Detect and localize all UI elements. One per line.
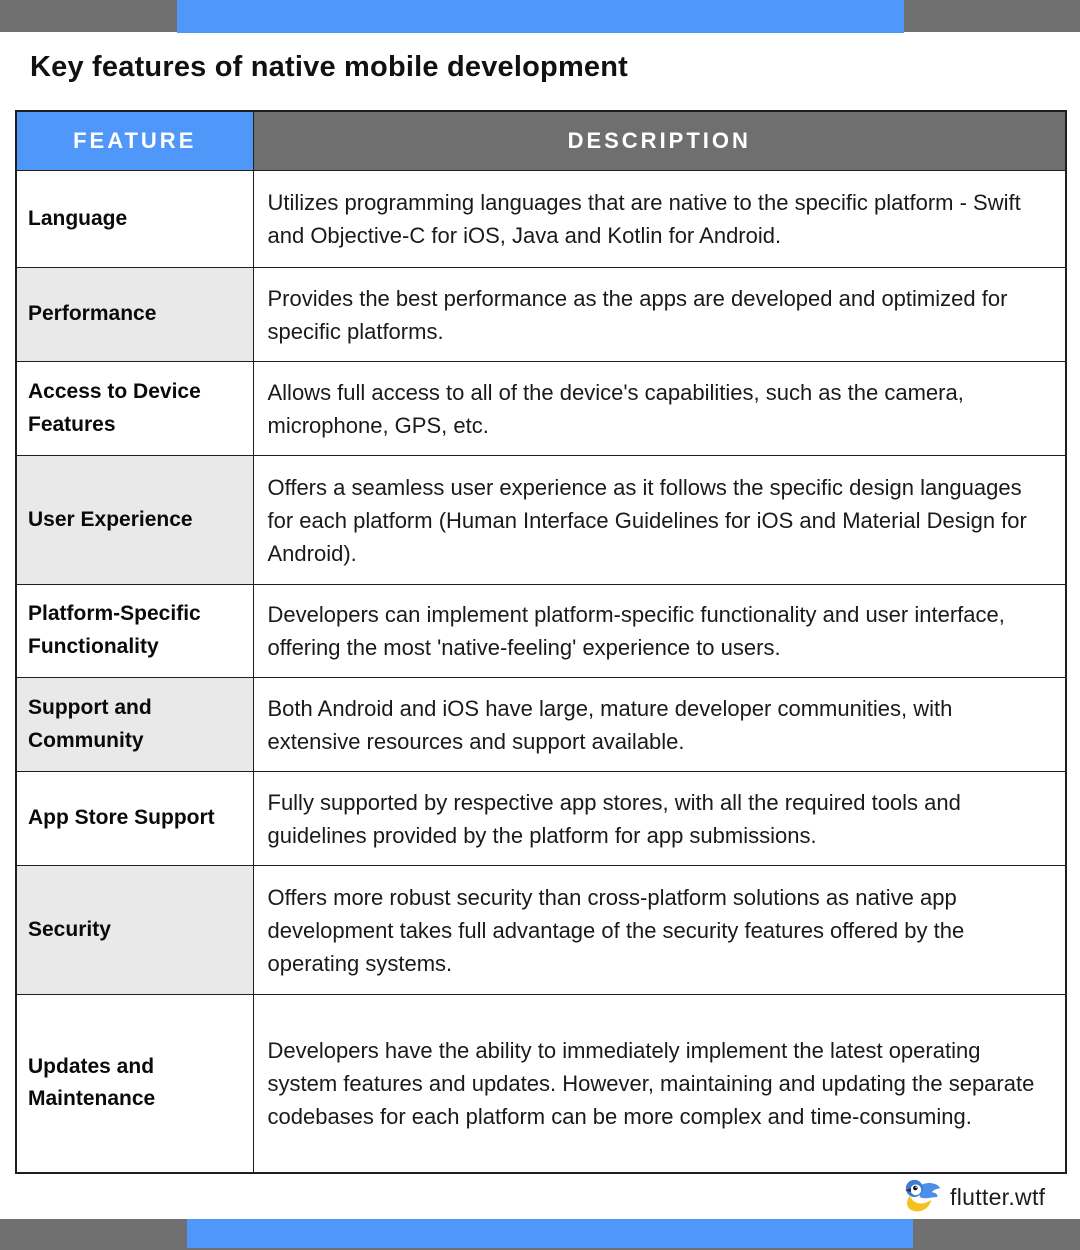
table-header-row [16, 111, 1066, 171]
column-header-description: DESCRIPTION [253, 111, 1066, 171]
description-cell: Utilizes programming languages that are native to the specific platform - Swift and Objective-C for iOS, Java and Kotlin for Android. [253, 171, 1066, 268]
bottom-bar-blue-segment [187, 1219, 913, 1248]
feature-cell: Platform-Specific Functionality [16, 585, 253, 678]
top-bar-blue-segment [177, 0, 904, 33]
description-cell: Allows full access to all of the device's capabilities, such as the camera, microphone, GPS, etc. [253, 362, 1066, 456]
brand-name: flutter.wtf [950, 1183, 1046, 1210]
table-row [16, 995, 1066, 1173]
table-row [16, 585, 1066, 678]
table-row [16, 268, 1066, 362]
feature-cell: Performance [16, 268, 253, 362]
feature-cell: Updates and Maintenance [16, 995, 253, 1173]
table-row [16, 362, 1066, 456]
description-cell: Developers have the ability to immediately implement the latest operating system features and updates. However, maintaining and updating the separate codebases for each platform can be more complex and time-consuming. [253, 995, 1066, 1173]
feature-cell: Security [16, 866, 253, 995]
table-row [16, 456, 1066, 585]
feature-cell: App Store Support [16, 772, 253, 866]
flutter-wtf-bird-logo-icon [903, 1178, 941, 1216]
feature-cell: Access to Device Features [16, 362, 253, 456]
description-cell: Both Android and iOS have large, mature developer communities, with extensive resources and support available. [253, 678, 1066, 772]
description-cell: Provides the best performance as the apps are developed and optimized for specific platforms. [253, 268, 1066, 362]
page-title: Key features of native mobile development [30, 51, 629, 83]
bottom-bar-gray [0, 1219, 1080, 1250]
description-cell: Developers can implement platform-specific functionality and user interface, offering the most 'native-feeling' experience to users. [253, 585, 1066, 678]
features-table [15, 110, 1067, 1174]
table-row [16, 171, 1066, 268]
table-row [16, 772, 1066, 866]
description-cell: Offers a seamless user experience as it follows the specific design languages for each platform (Human Interface Guidelines for iOS and Material Design for Android). [253, 456, 1066, 585]
table-row [16, 866, 1066, 995]
description-cell: Fully supported by respective app stores, with all the required tools and guidelines provided by the platform for app submissions. [253, 772, 1066, 866]
feature-cell: Support and Community [16, 678, 253, 772]
top-bar-gray [0, 0, 1080, 32]
brand-footer [903, 1176, 1045, 1218]
description-cell: Offers more robust security than cross-platform solutions as native app development takes full advantage of the security features offered by the operating systems. [253, 866, 1066, 995]
feature-cell: User Experience [16, 456, 253, 585]
feature-cell: Language [16, 171, 253, 268]
table-row [16, 678, 1066, 772]
column-header-feature: FEATURE [16, 111, 253, 171]
